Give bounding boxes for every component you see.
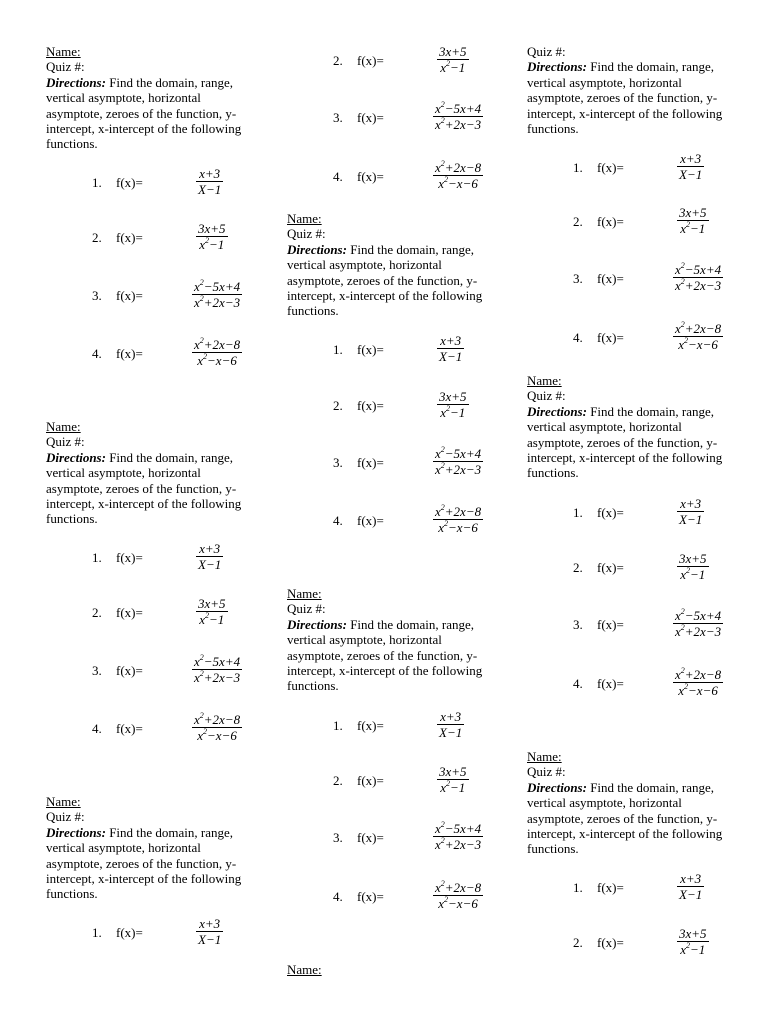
problem-2 — [92, 221, 272, 255]
directions-text: Find the domain, range, vertical asymptote, horizontal asymptote, zeroes of the function, y-intercept, x-intercept of the following functions. — [527, 403, 723, 481]
denominator: $x^2-1$ — [196, 236, 228, 252]
problem-number: 4. — [573, 676, 583, 691]
function-label: f(x)= — [357, 342, 384, 357]
function-label: f(x)= — [597, 880, 624, 895]
problem-3 — [92, 279, 272, 313]
problem-4 — [333, 880, 513, 914]
problem-number: 2. — [333, 53, 343, 68]
function-label: f(x)= — [357, 773, 384, 788]
directions-text: Find the domain, range, vertical asymptote, horizontal asymptote, zeroes of the function, y-intercept, x-intercept of the following functions. — [287, 241, 483, 319]
denominator: $x^2+2x-3$ — [675, 623, 722, 639]
numerator: $x^2+2x-8$ — [194, 336, 241, 352]
quiz-block — [287, 962, 497, 977]
fraction — [196, 541, 223, 572]
fraction — [673, 321, 723, 352]
problem-3 — [333, 101, 513, 135]
problem-2 — [573, 926, 753, 960]
problem-number: 2. — [573, 560, 583, 575]
fraction — [196, 221, 228, 252]
problem-4 — [92, 337, 272, 371]
directions-text: Find the domain, range, vertical asymptote, horizontal asymptote, zeroes of the function, y-intercept, x-intercept of the following functions. — [46, 449, 242, 527]
numerator: $x^2-5x+4$ — [435, 100, 482, 116]
fraction — [192, 654, 242, 685]
fraction — [433, 446, 483, 477]
directions-label: Directions: — [46, 74, 106, 90]
quiz-number-label: Quiz #: — [46, 59, 85, 75]
fraction — [192, 337, 242, 368]
fraction — [673, 608, 723, 639]
problem-number: 2. — [92, 605, 102, 620]
directions-label: Directions: — [527, 59, 587, 75]
function-label: f(x)= — [357, 110, 384, 125]
directions — [527, 59, 737, 136]
quiz-block — [527, 373, 737, 481]
function-label: f(x)= — [597, 676, 624, 691]
function-label: f(x)= — [357, 53, 384, 68]
problem-1 — [573, 871, 753, 905]
problem-number: 1. — [92, 550, 102, 565]
fraction — [433, 504, 483, 535]
denominator: $x^2-x-6$ — [192, 727, 242, 743]
name-label: Name: — [527, 373, 562, 388]
problem-number: 4. — [92, 346, 102, 361]
denominator: $x^2-x-6$ — [673, 682, 723, 698]
problem-4 — [573, 321, 753, 355]
problem-3 — [573, 262, 753, 296]
directions — [527, 780, 737, 857]
problem-number: 4. — [333, 889, 343, 904]
quiz-number-label: Quiz #: — [527, 388, 566, 404]
denominator: $x^2+2x-3$ — [435, 461, 482, 477]
quiz-block — [527, 44, 737, 136]
numerator: 3x+5 — [198, 596, 226, 611]
numerator: 3x+5 — [198, 221, 226, 236]
problem-4 — [92, 712, 272, 746]
numerator: $x^2+2x-8$ — [675, 666, 722, 682]
problem-3 — [92, 654, 272, 688]
problem-2 — [333, 389, 513, 423]
problem-1 — [333, 333, 513, 367]
quiz-number-label: Quiz #: — [527, 44, 566, 59]
quiz-number-label: Quiz #: — [46, 434, 85, 450]
numerator: 3x+5 — [439, 389, 467, 404]
directions-text: Find the domain, range, vertical asymptote, horizontal asymptote, zeroes of the function, y-intercept, x-intercept of the following functions. — [46, 74, 242, 152]
problem-2 — [333, 764, 513, 798]
directions-label: Directions: — [527, 779, 587, 795]
directions-text: Find the domain, range, vertical asymptote, horizontal asymptote, zeroes of the function, y-intercept, x-intercept of the following functions. — [287, 616, 483, 694]
denominator: $x^2-x-6$ — [433, 895, 483, 911]
function-label: f(x)= — [357, 455, 384, 470]
quiz-block — [287, 211, 497, 319]
numerator: x+3 — [680, 496, 702, 511]
numerator: x+3 — [199, 916, 221, 931]
name-label: Name: — [287, 962, 322, 977]
function-label: f(x)= — [597, 560, 624, 575]
problem-1 — [92, 166, 272, 200]
denominator: X−1 — [439, 349, 463, 364]
fraction — [437, 333, 464, 364]
numerator: $x^2-5x+4$ — [194, 653, 241, 669]
name-label: Name: — [46, 419, 81, 434]
problem-number: 1. — [92, 175, 102, 190]
problem-number: 3. — [333, 830, 343, 845]
numerator: x+3 — [440, 709, 462, 724]
directions — [287, 617, 497, 694]
numerator: x+3 — [680, 151, 702, 166]
denominator: X−1 — [679, 512, 703, 527]
numerator: $x^2-5x+4$ — [194, 278, 241, 294]
numerator: 3x+5 — [679, 205, 707, 220]
function-label: f(x)= — [116, 550, 143, 565]
denominator: $x^2-x-6$ — [433, 519, 483, 535]
problem-number: 3. — [573, 271, 583, 286]
directions — [46, 450, 256, 527]
problem-1 — [573, 151, 753, 185]
numerator: $x^2+2x-8$ — [435, 503, 482, 519]
problem-number: 2. — [333, 773, 343, 788]
problem-number: 3. — [92, 663, 102, 678]
quiz-block — [287, 586, 497, 694]
problem-3 — [573, 608, 753, 642]
quiz-block — [46, 44, 256, 152]
fraction — [192, 712, 242, 743]
problem-number: 1. — [333, 342, 343, 357]
numerator: 3x+5 — [439, 44, 467, 59]
denominator: X−1 — [198, 557, 222, 572]
function-label: f(x)= — [116, 230, 143, 245]
problem-number: 2. — [573, 214, 583, 229]
quiz-number-label: Quiz #: — [287, 226, 326, 242]
fraction — [673, 262, 723, 293]
name-label: Name: — [46, 44, 81, 59]
fraction — [196, 596, 228, 627]
numerator: $x^2+2x-8$ — [435, 159, 482, 175]
denominator: $x^2-x-6$ — [673, 336, 723, 352]
problem-4 — [333, 504, 513, 538]
fraction — [437, 764, 469, 795]
denominator: $x^2-1$ — [437, 59, 469, 75]
fraction — [433, 821, 483, 852]
problem-2 — [333, 44, 513, 78]
function-label: f(x)= — [116, 288, 143, 303]
problem-number: 1. — [573, 505, 583, 520]
quiz-number-label: Quiz #: — [287, 601, 326, 617]
quiz-block — [527, 749, 737, 857]
numerator: $x^2-5x+4$ — [675, 261, 722, 277]
function-label: f(x)= — [357, 398, 384, 413]
directions — [46, 825, 256, 902]
denominator: $x^2-1$ — [677, 220, 709, 236]
denominator: $x^2+2x-3$ — [194, 669, 241, 685]
numerator: $x^2+2x-8$ — [675, 320, 722, 336]
numerator: 3x+5 — [679, 551, 707, 566]
problem-2 — [573, 205, 753, 239]
problem-1 — [573, 496, 753, 530]
problem-3 — [333, 821, 513, 855]
directions — [46, 75, 256, 152]
function-label: f(x)= — [597, 214, 624, 229]
numerator: $x^2-5x+4$ — [435, 445, 482, 461]
problem-4 — [573, 667, 753, 701]
numerator: x+3 — [199, 166, 221, 181]
denominator: $x^2-1$ — [437, 404, 469, 420]
problem-1 — [92, 541, 272, 575]
numerator: x+3 — [199, 541, 221, 556]
denominator: $x^2-1$ — [196, 611, 228, 627]
fraction — [433, 880, 483, 911]
function-label: f(x)= — [357, 513, 384, 528]
directions-label: Directions: — [287, 616, 347, 632]
numerator: x+3 — [680, 871, 702, 886]
quiz-block — [46, 419, 256, 527]
denominator: $x^2-1$ — [437, 779, 469, 795]
name-label: Name: — [46, 794, 81, 809]
fraction — [677, 926, 709, 957]
problem-1 — [92, 916, 272, 950]
numerator: 3x+5 — [679, 926, 707, 941]
function-label: f(x)= — [357, 830, 384, 845]
quiz-number-label: Quiz #: — [46, 809, 85, 825]
fraction — [677, 496, 704, 527]
numerator: $x^2+2x-8$ — [435, 879, 482, 895]
quiz-number-label: Quiz #: — [527, 764, 566, 780]
function-label: f(x)= — [597, 505, 624, 520]
directions — [527, 404, 737, 481]
function-label: f(x)= — [357, 718, 384, 733]
denominator: $x^2-1$ — [677, 566, 709, 582]
fraction — [677, 551, 709, 582]
problem-number: 3. — [333, 455, 343, 470]
fraction — [433, 101, 483, 132]
problem-number: 3. — [92, 288, 102, 303]
function-label: f(x)= — [597, 935, 624, 950]
name-label: Name: — [287, 586, 322, 601]
function-label: f(x)= — [357, 169, 384, 184]
numerator: $x^2+2x-8$ — [194, 711, 241, 727]
name-label: Name: — [287, 211, 322, 226]
numerator: x+3 — [440, 333, 462, 348]
function-label: f(x)= — [116, 663, 143, 678]
denominator: $x^2+2x-3$ — [435, 836, 482, 852]
problem-1 — [333, 709, 513, 743]
function-label: f(x)= — [597, 271, 624, 286]
problem-number: 4. — [333, 513, 343, 528]
problem-number: 4. — [333, 169, 343, 184]
function-label: f(x)= — [116, 175, 143, 190]
function-label: f(x)= — [597, 330, 624, 345]
problem-3 — [333, 446, 513, 480]
numerator: $x^2-5x+4$ — [675, 607, 722, 623]
denominator: X−1 — [679, 167, 703, 182]
fraction — [437, 44, 469, 75]
problem-number: 2. — [573, 935, 583, 950]
function-label: f(x)= — [116, 721, 143, 736]
problem-number: 1. — [92, 925, 102, 940]
function-label: f(x)= — [116, 346, 143, 361]
problem-4 — [333, 160, 513, 194]
function-label: f(x)= — [116, 605, 143, 620]
fraction — [196, 166, 223, 197]
problem-number: 3. — [333, 110, 343, 125]
problem-number: 4. — [92, 721, 102, 736]
directions-label: Directions: — [527, 403, 587, 419]
denominator: $x^2-x-6$ — [433, 175, 483, 191]
directions — [287, 242, 497, 319]
fraction — [437, 389, 469, 420]
denominator: $x^2-x-6$ — [192, 352, 242, 368]
problem-2 — [573, 551, 753, 585]
numerator: $x^2-5x+4$ — [435, 820, 482, 836]
denominator: X−1 — [198, 932, 222, 947]
fraction — [437, 709, 464, 740]
denominator: $x^2+2x-3$ — [194, 294, 241, 310]
directions-text: Find the domain, range, vertical asymptote, horizontal asymptote, zeroes of the function, y-intercept, x-intercept of the following functions. — [527, 59, 723, 137]
function-label: f(x)= — [116, 925, 143, 940]
denominator: X−1 — [198, 182, 222, 197]
directions-text: Find the domain, range, vertical asymptote, horizontal asymptote, zeroes of the function, y-intercept, x-intercept of the following functions. — [46, 824, 242, 902]
function-label: f(x)= — [357, 889, 384, 904]
numerator: 3x+5 — [439, 764, 467, 779]
problem-number: 4. — [573, 330, 583, 345]
fraction — [433, 160, 483, 191]
fraction — [192, 279, 242, 310]
denominator: $x^2-1$ — [677, 941, 709, 957]
denominator: $x^2+2x-3$ — [435, 116, 482, 132]
directions-label: Directions: — [46, 824, 106, 840]
fraction — [677, 871, 704, 902]
problem-number: 1. — [573, 160, 583, 175]
directions-label: Directions: — [46, 449, 106, 465]
problem-number: 2. — [333, 398, 343, 413]
directions-label: Directions: — [287, 241, 347, 257]
denominator: X−1 — [439, 725, 463, 740]
denominator: X−1 — [679, 887, 703, 902]
fraction — [673, 667, 723, 698]
problem-number: 2. — [92, 230, 102, 245]
function-label: f(x)= — [597, 617, 624, 632]
denominator: $x^2+2x-3$ — [675, 277, 722, 293]
function-label: f(x)= — [597, 160, 624, 175]
fraction — [677, 151, 704, 182]
fraction — [196, 916, 223, 947]
directions-text: Find the domain, range, vertical asymptote, horizontal asymptote, zeroes of the function, y-intercept, x-intercept of the following functions. — [527, 779, 723, 857]
problem-number: 1. — [333, 718, 343, 733]
name-label: Name: — [527, 749, 562, 764]
problem-2 — [92, 596, 272, 630]
problem-number: 3. — [573, 617, 583, 632]
fraction — [677, 205, 709, 236]
problem-number: 1. — [573, 880, 583, 895]
quiz-block — [46, 794, 256, 902]
